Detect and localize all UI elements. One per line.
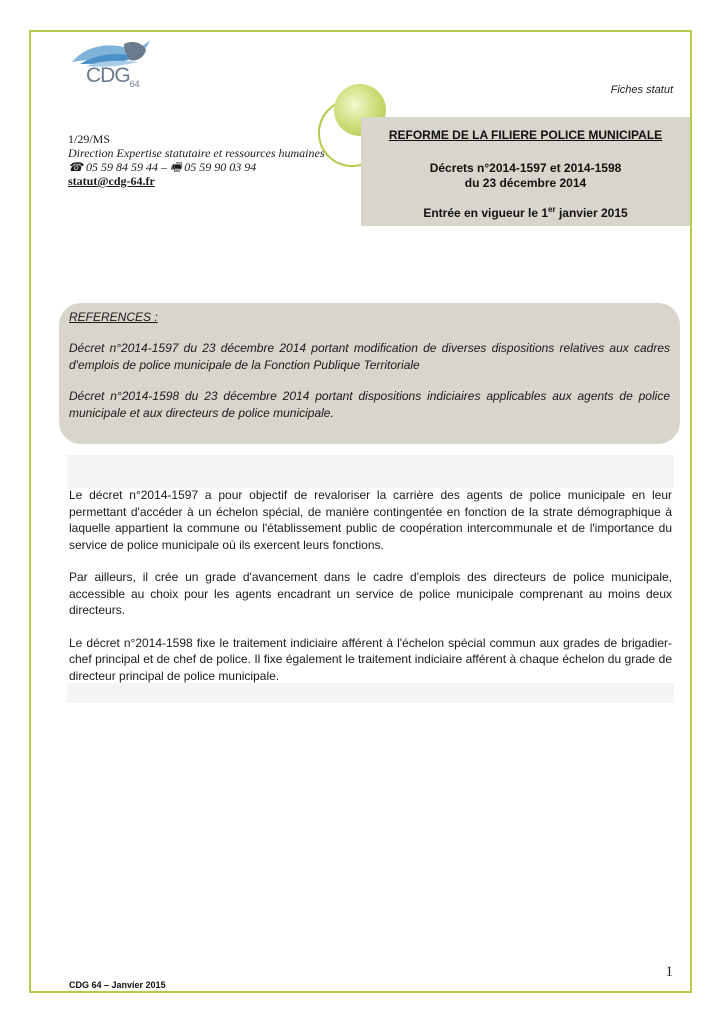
body-text [69, 487, 672, 684]
direction-name: Direction Expertise statutaire et ressources humaines [68, 146, 325, 160]
effective-date: Entrée en vigueur le 1er janvier 2015 [423, 205, 628, 220]
page-number: 1 [665, 964, 673, 980]
decree-line: Décrets n°2014-1597 et 2014-1598 [429, 161, 622, 175]
shaded-band-top [67, 455, 674, 488]
body-paragraph: Le décret n°2014-1598 fixe le traitement indiciaire afférent à l'échelon spécial commun aux grades de brigadier-chef principal et de chef de police. Il fixe également le traitement indiciaire afférent à chaque échelon du grade de directeur principal de police municipale. [69, 635, 672, 683]
title-panel [361, 117, 690, 226]
cdg-logo-wordmark: $CDG_{64}$ [86, 64, 140, 90]
reference-item: Décret n°2014-1598 du 23 décembre 2014 portant dispositions indiciaires applicables aux agents de police municipale et aux directeurs de police municipale. [69, 389, 670, 420]
document-title: REFORME DE LA FILIERE POLICE MUNICIPALE [388, 128, 663, 142]
reference-code: 1/29/MS [68, 132, 111, 146]
decree-numbers [361, 161, 690, 191]
decree-date: du 23 décembre 2014 [464, 176, 587, 190]
body-paragraph: Par ailleurs, il crée un grade d'avancement dans le cadre d'emplois des directeurs de police municipale, accessible au choix pour les agents encadrant un service de police municipale comprenant au moins deux directeurs. [69, 570, 672, 617]
email-link[interactable]: statut@cdg-64.fr [68, 174, 155, 188]
footer-text: CDG 64 – Janvier 2015 [69, 980, 166, 990]
contact-separator: – [160, 160, 167, 174]
fax-icon: 🖷 [169, 160, 182, 174]
references-heading: REFERENCES : [69, 310, 158, 324]
reference-item: Décret n°2014-1597 du 23 décembre 2014 portant modification de diverses dispositions relatives aux cadres d'emplois de police municipale de la Fonction Publique Territoriale [69, 341, 670, 372]
references-panel [59, 303, 680, 444]
sender-block [68, 132, 325, 188]
phone-number: 05 59 84 59 44 [85, 160, 158, 174]
fax-number: 05 59 90 03 94 [184, 160, 257, 174]
shaded-band-bottom [67, 683, 674, 703]
body-paragraph: Le décret n°2014-1597 a pour objectif de revaloriser la carrière des agents de police municipale en leur permettant d'accéder à un échelon spécial, de manière contingentée en fonction de la strate démographique à laquelle appartient la commune ou l'établissement public de coopération intercommunale et de l'importance du service de police municipale où ils exercent leurs fonctions. [69, 488, 672, 552]
contact-line [68, 160, 325, 174]
fiches-statut-label: Fiches statut [610, 84, 673, 96]
phone-icon: ☎ [68, 160, 83, 174]
